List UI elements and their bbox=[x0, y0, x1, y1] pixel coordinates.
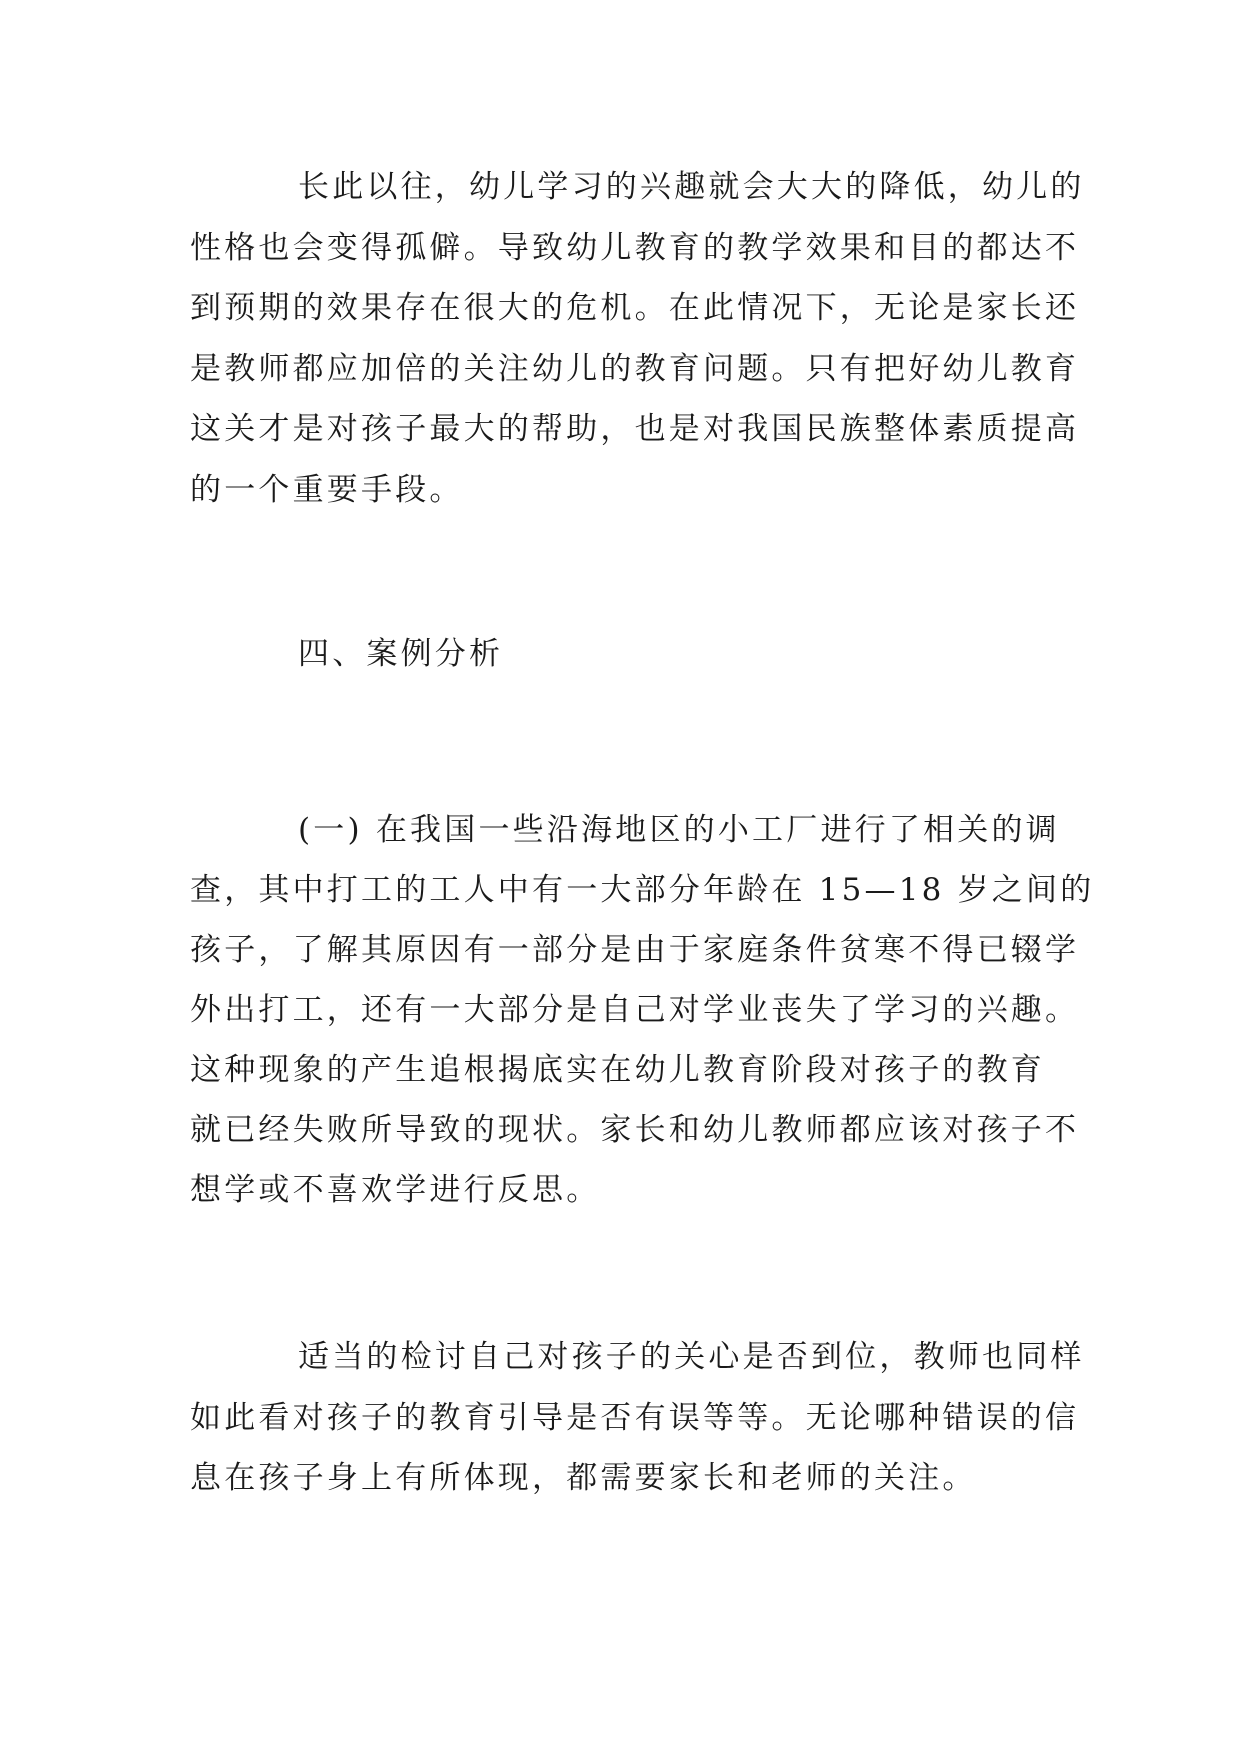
paragraph-line: 这关才是对孩子最大的帮助，也是对我国民族整体素质提高 bbox=[190, 411, 1080, 447]
paragraph-line: 想学或不喜欢学进行反思。 bbox=[190, 1172, 601, 1208]
paragraph-line: 性格也会变得孤僻。导致幼儿教育的教学效果和目的都达不 bbox=[190, 230, 1080, 266]
paragraph-line: 如此看对孩子的教育引导是否有误等等。无论哪种错误的信 bbox=[190, 1400, 1080, 1436]
paragraph-line: 适当的检讨自己对孩子的关心是否到位，教师也同样 bbox=[298, 1339, 1085, 1375]
paragraph-line: 外出打工，还有一大部分是自己对学业丧失了学习的兴趣。 bbox=[190, 992, 1080, 1028]
paragraph-line: 到预期的效果存在很大的危机。在此情况下，无论是家长还 bbox=[190, 290, 1080, 326]
paragraph-line: 息在孩子身上有所体现，都需要家长和老师的关注。 bbox=[190, 1460, 977, 1496]
paragraph-line: 是教师都应加倍的关注幼儿的教育问题。只有把好幼儿教育 bbox=[190, 351, 1080, 387]
paragraph-line: 就已经失败所导致的现状。家长和幼儿教师都应该对孩子不 bbox=[190, 1112, 1080, 1148]
paragraph-line: (一) 在我国一些沿海地区的小工厂进行了相关的调 bbox=[298, 812, 1060, 848]
paragraph-line: 的一个重要手段。 bbox=[190, 472, 464, 508]
section-heading-text: 四、案例分析 bbox=[298, 636, 504, 672]
paragraph-line: 长此以往，幼儿学习的兴趣就会大大的降低，幼儿的 bbox=[298, 169, 1085, 205]
paragraph-line: 查，其中打工的工人中有一大部分年龄在 15—18 岁之间的 bbox=[190, 872, 1095, 908]
paragraph-line: 这种现象的产生追根揭底实在幼儿教育阶段对孩子的教育 bbox=[190, 1052, 1045, 1088]
paragraph-line: 孩子，了解其原因有一部分是由于家庭条件贫寒不得已辍学 bbox=[190, 932, 1080, 968]
